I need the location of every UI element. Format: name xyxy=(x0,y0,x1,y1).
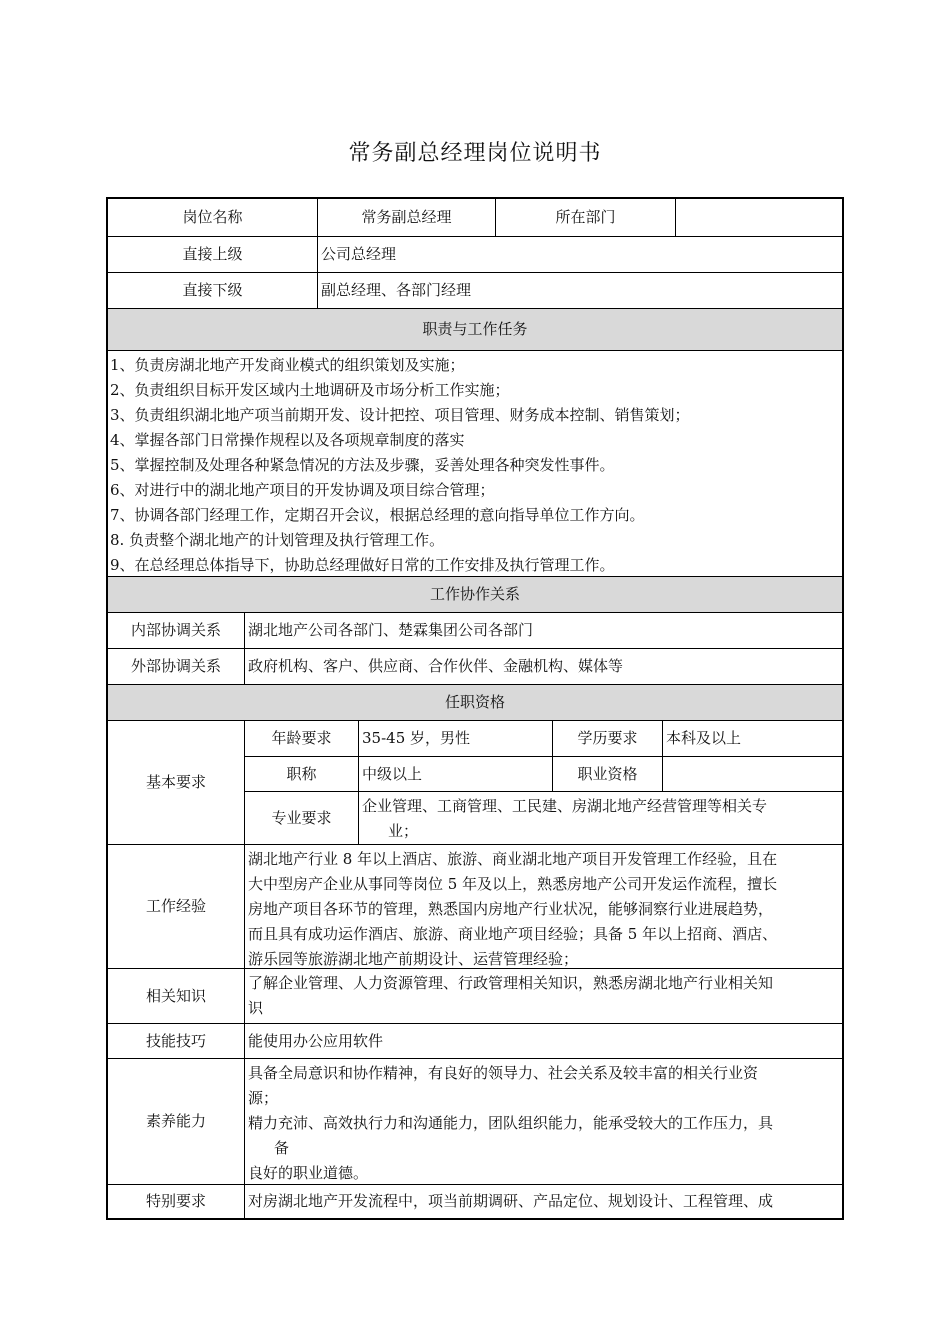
duty-item: 1、负责房湖北地产开发商业模式的组织策划及实施； xyxy=(110,356,465,374)
position-row xyxy=(108,199,842,236)
experience-row xyxy=(108,844,842,968)
internal-label: 内部协调关系 xyxy=(130,621,221,639)
quality-value xyxy=(244,1059,842,1184)
experience-value xyxy=(244,845,842,968)
duties-heading-row xyxy=(108,308,842,350)
skills-row xyxy=(108,1023,842,1058)
title-value: 中级以上 xyxy=(358,756,552,791)
skills-label: 技能技巧 xyxy=(145,1031,206,1050)
experience-line: 而且具有成功运作酒店、旅游、商业地产项目经验；具备 5 年以上招商、酒店、 xyxy=(248,925,778,943)
subordinate-row xyxy=(108,272,842,308)
qualifications-heading: 任职资格 xyxy=(108,685,842,720)
experience-line: 湖北地产行业 8 年以上酒店、旅游、商业湖北地产项目开发管理工作经验，且在 xyxy=(248,850,778,868)
knowledge-label: 相关知识 xyxy=(145,986,206,1005)
duty-item: 4、掌握各部门日常操作规程以及各项规章制度的落实 xyxy=(110,431,465,449)
duty-item: 8. 负责整个湖北地产的计划管理及执行管理工作。 xyxy=(110,531,445,549)
quality-line: 精力充沛、高效执行力和沟通能力，团队组织能力，能承受较大的工作压力，具 xyxy=(248,1114,774,1132)
duty-item: 5、掌握控制及处理各种紧急情况的方法及步骤，妥善处理各种突发性事件。 xyxy=(110,456,615,474)
duty-item: 9、在总经理总体指导下，协助总经理做好日常的工作安排及执行管理工作。 xyxy=(110,556,615,574)
edu-value: 本科及以上 xyxy=(662,721,842,756)
dept-label: 所在部门 xyxy=(495,199,675,236)
knowledge-line: 识 xyxy=(248,999,264,1017)
age-value: 35-45 岁，男性 xyxy=(358,721,552,756)
age-label: 年龄要求 xyxy=(244,721,358,756)
quality-line: 备 xyxy=(274,1139,290,1157)
experience-line: 大中型房产企业从事同等岗位 5 年及以上，熟悉房地产公司开发运作流程，擅长 xyxy=(248,875,778,893)
superior-label: 直接上级 xyxy=(182,245,243,263)
special-row xyxy=(108,1184,842,1218)
duties-heading: 职责与工作任务 xyxy=(108,309,842,350)
major-value xyxy=(358,791,842,844)
relations-heading: 工作协作关系 xyxy=(108,577,842,612)
knowledge-row xyxy=(108,968,842,1023)
page-title: 常务副总经理岗位说明书 xyxy=(348,141,602,166)
duties-list xyxy=(108,350,842,576)
subordinate-label: 直接下级 xyxy=(182,281,243,299)
qualifications-heading-row xyxy=(108,684,842,720)
position-value: 常务副总经理 xyxy=(317,199,495,236)
external-label: 外部协调关系 xyxy=(130,657,221,675)
superior-value: 公司总经理 xyxy=(317,237,842,272)
quality-label: 素养能力 xyxy=(145,1112,206,1130)
cert-label: 职业资格 xyxy=(552,756,662,791)
experience-line: 房地产项目各环节的管理，熟悉国内房地产行业状况，能够洞察行业进展趋势， xyxy=(248,900,774,918)
major-line: 企业管理、工商管理、工民建、房湖北地产经营管理等相关专 xyxy=(362,797,768,815)
title-label: 职称 xyxy=(244,756,358,791)
relations-heading-row xyxy=(108,576,842,612)
position-label: 岗位名称 xyxy=(182,208,243,226)
knowledge-line: 了解企业管理、人力资源管理、行政管理相关知识，熟悉房湖北地产行业相关知 xyxy=(248,974,774,992)
major-label: 专业要求 xyxy=(244,791,358,844)
duty-item: 7、协调各部门经理工作，定期召开会议，根据总经理的意向指导单位工作方向。 xyxy=(110,506,645,524)
quality-line: 源； xyxy=(248,1089,279,1107)
job-description-table xyxy=(106,197,844,1220)
cert-value xyxy=(662,756,842,791)
quality-line: 良好的职业道德。 xyxy=(248,1164,369,1182)
experience-label: 工作经验 xyxy=(145,897,206,915)
basic-requirements xyxy=(108,720,842,844)
duty-item: 3、负责组织湖北地产项当前期开发、设计把控、项目管理、财务成本控制、销售策划； xyxy=(110,406,690,424)
experience-line: 游乐园等旅游湖北地产前期设计、运营管理经验； xyxy=(248,950,579,968)
internal-row xyxy=(108,612,842,648)
knowledge-value xyxy=(244,969,842,1023)
internal-value: 湖北地产公司各部门、楚霖集团公司各部门 xyxy=(244,613,842,648)
edu-label: 学历要求 xyxy=(552,721,662,756)
special-label: 特别要求 xyxy=(145,1192,206,1210)
quality-row xyxy=(108,1058,842,1184)
quality-line: 具备全局意识和协作精神，有良好的领导力、社会关系及较丰富的相关行业资 xyxy=(248,1064,759,1082)
external-value: 政府机构、客户、供应商、合作伙伴、金融机构、媒体等 xyxy=(244,649,842,684)
duty-item: 6、对进行中的湖北地产项目的开发协调及项目综合管理； xyxy=(110,481,495,499)
dept-value xyxy=(675,199,842,236)
duty-item: 2、负责组织目标开发区域内土地调研及市场分析工作实施； xyxy=(110,381,510,399)
basic-label: 基本要求 xyxy=(145,773,206,791)
external-row xyxy=(108,648,842,684)
major-line: 业； xyxy=(388,822,419,840)
superior-row xyxy=(108,236,842,272)
subordinate-value: 副总经理、各部门经理 xyxy=(317,273,842,308)
skills-value: 能使用办公应用软件 xyxy=(244,1024,842,1058)
special-value: 对房湖北地产开发流程中，项当前期调研、产品定位、规划设计、工程管理、成 xyxy=(244,1185,842,1218)
